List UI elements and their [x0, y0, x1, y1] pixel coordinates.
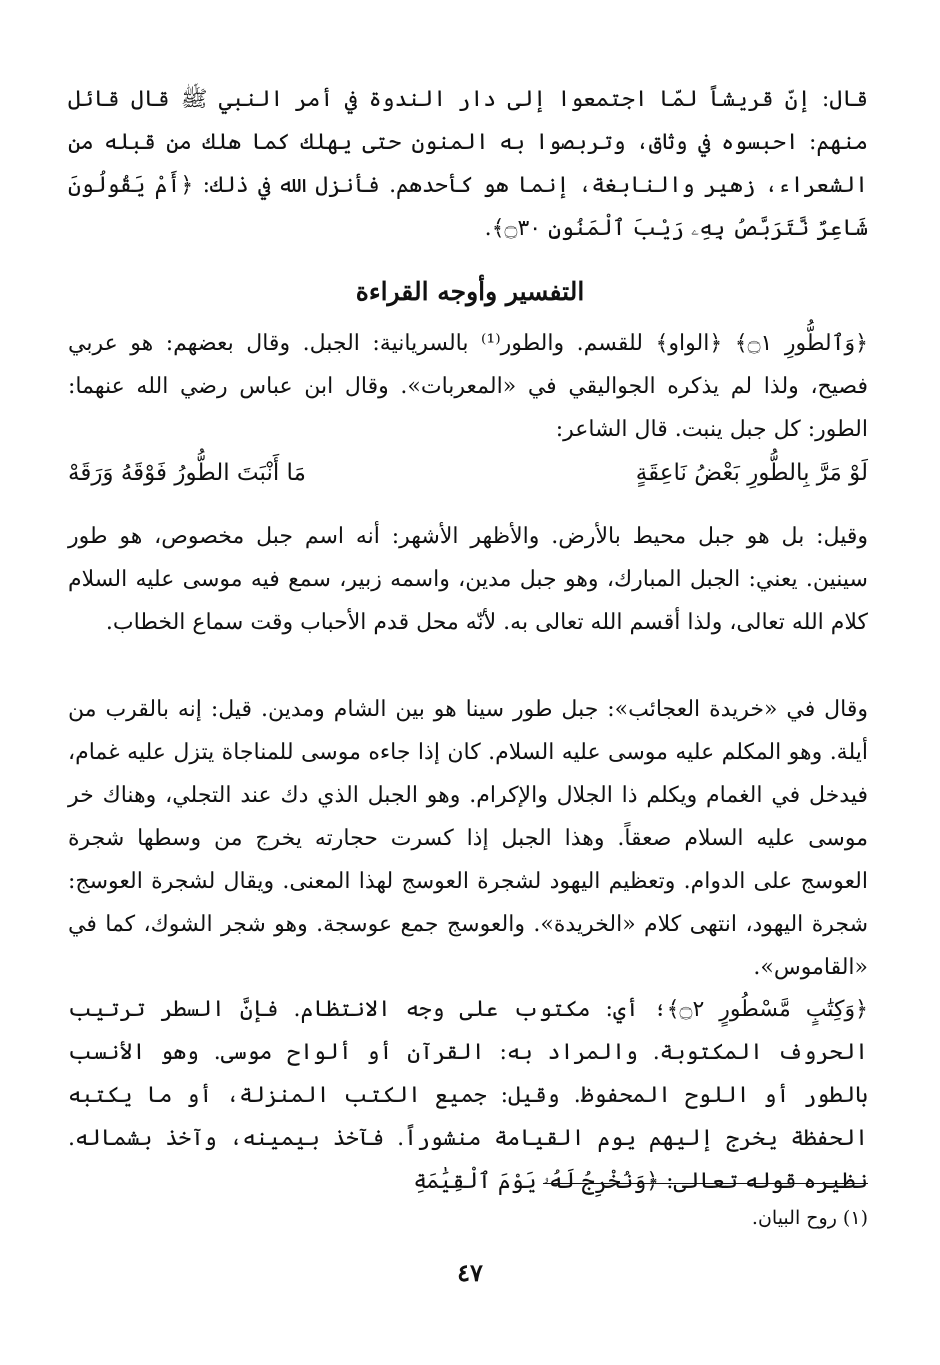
tafsir-paragraph-4: ﴿وَكِتَٰبٍ مَّسْطُورٍ ۝٢﴾؛ أي: مكتوب على وجه الانتظام. فإنَّ السطر ترتيب الحروف المكتوبة. والمراد به: القرآن أو ألواح موسى. وهو الأنسب بالطور أو اللوح المحفوظ. وقيل: جميع الكتب المنزلة، أو ما يكتبه الحفظة يخرج إليهم يوم القيامة منشوراً. فآخذ بيمينه، وآخذ بشماله. نظيره قوله تعالى: ﴿وَنُخْرِجُ لَهُۥ يَوْمَ ٱلْقِيَٰمَةِ	[68, 997, 868, 1194]
intro-paragraph: قال: إنّ قريشاً لمّا اجتمعوا إلى دار الندوة في أمر النبي ﷺ قال قائل منهم: احبسوه في وثاق، وتربصوا به المنون حتى يهلك كما هلك من قبله من الشعراء، زهير والنابغة، إنما هو كأحدهم. فأنزل الله في ذلك: ﴿أَمْ يَقُولُونَ شَاعِرٌ نَّتَرَبَّصُ بِهِۦ رَيْبَ ٱلْمَنُونِ ۝٣٠﴾.	[68, 87, 868, 241]
tafsir-paragraph-3: وقال في «خريدة العجائب»: جبل طور سينا هو بين الشام ومدين. قيل: إنه بالقرب من أيلة. وهو المكلم عليه موسى عليه السلام. كان إذا جاءه موسى للمناجاة يتزل عليه غمام، فيدخل في الغمام ويكلم ذا الجلال والإكرام. وهو الجبل الذي دك عند التجلي، وهناك خر موسى عليه السلام صعقاً. وهذا الجبل إذا كسرت حجارته يخرج من وسطها شجرة العوسج على الدوام. وتعظيم اليهود لشجرة العوسج لهذا المعنى. ويقال لشجرة العوسج: شجرة اليهود، انتهى كلام «الخريدة». والعوسج جمع عوسجة. وهو شجر الشوك، كما في «القاموس».	[68, 697, 868, 980]
poetry-verse	[68, 452, 868, 495]
verse-first-hemistich: لَوْ مَرَّ بِالطُّورِ بَعْضُ نَاعِقَةٍ	[635, 460, 868, 486]
page-number: ٤٧	[457, 1258, 483, 1287]
tafsir-paragraph-2: وقيل: بل هو جبل محيط بالأرض. والأظهر الأشهر: أنه اسم جبل مخصوص، هو طور سينين. يعني: الجبل المبارك، وهو جبل مدين، واسمه زبير، سمع فيه موسى عليه السلام كلام الله تعالى، ولذا أقسم الله تعالى به. لأنّه محل قدم الأحباب وقت سماع الخطاب.	[68, 524, 868, 635]
verse-second-hemistich: مَا أَنْبَتَ الطُّورُ فَوْقَهُ وَرَقَهْ	[68, 460, 306, 486]
tafsir-paragraph-1: ﴿وَٱلطُّورِ ۝١﴾ ﴿الواو﴾ للقسم. والطور⁽¹⁾ بالسريانية: الجبل. وقال بعضهم: هو عربي فصيح، ولذا لم يذكره الجواليقي في «المعربات». وقال ابن عباس رضي الله عنهما: الطور: كل جبل ينبت. قال الشاعر:	[68, 331, 869, 442]
footnote: (١) روح البيان.	[751, 1207, 868, 1229]
footnote-divider	[543, 1183, 868, 1184]
section-heading: التفسير وأوجه القراءة	[355, 277, 585, 306]
